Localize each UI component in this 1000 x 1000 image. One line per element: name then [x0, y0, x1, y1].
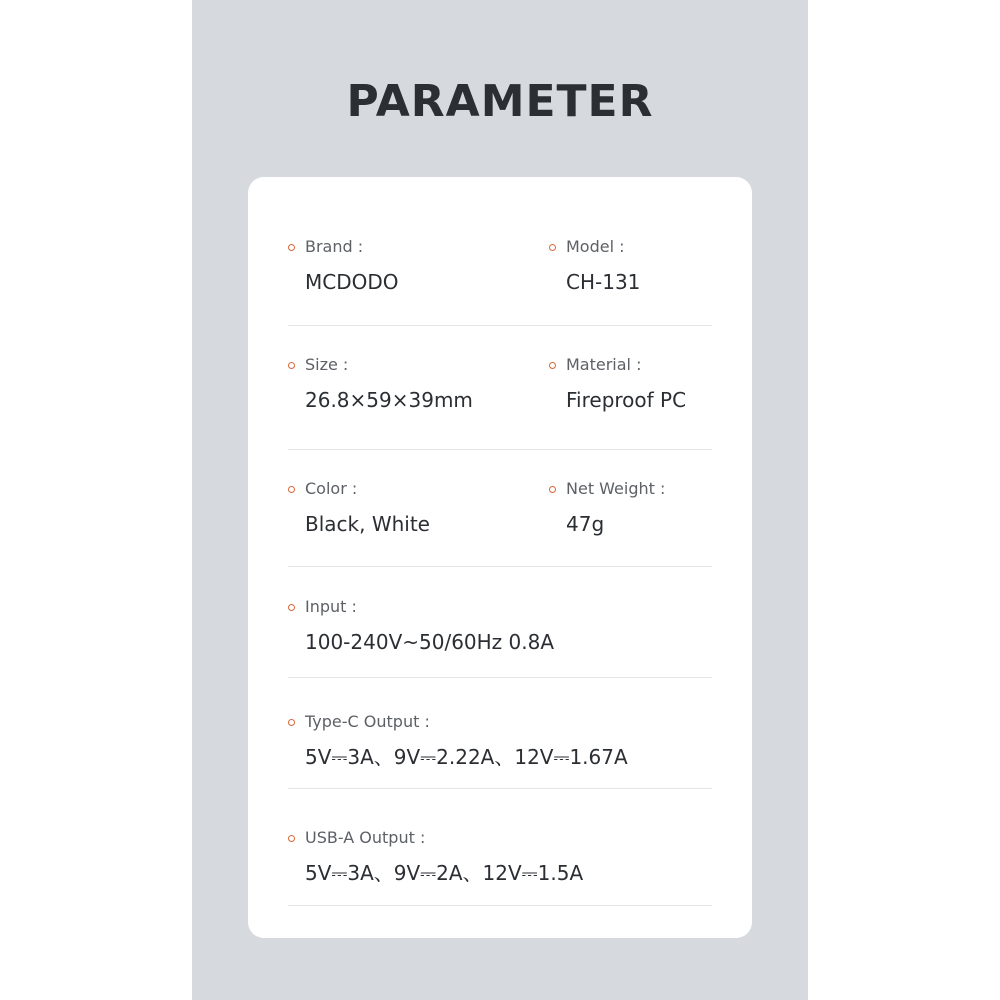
background-panel [192, 0, 808, 1000]
parameter-label: Brand : [305, 237, 364, 256]
parameter-value: Fireproof PC [566, 388, 687, 412]
circle-outline-icon [549, 486, 556, 493]
parameter-value: 5V⎓3A、9V⎓2.22A、12V⎓1.67A [305, 745, 628, 769]
parameter-label: Model : [566, 237, 625, 256]
circle-outline-icon [288, 244, 295, 251]
parameter-row-input [288, 567, 712, 678]
circle-outline-icon [288, 719, 295, 726]
parameter-row-type-c-output [288, 678, 712, 789]
circle-outline-icon [288, 835, 295, 842]
parameter-label: Input : [305, 597, 357, 616]
parameter-value: 47g [566, 512, 605, 536]
circle-outline-icon [288, 604, 295, 611]
parameter-value: 5V⎓3A、9V⎓2A、12V⎓1.5A [305, 861, 584, 885]
circle-outline-icon [288, 362, 295, 369]
parameter-value: CH-131 [566, 270, 641, 294]
parameter-value: 100-240V~50/60Hz 0.8A [305, 630, 555, 654]
parameter-value: Black, White [305, 512, 430, 536]
parameter-row-size-material [288, 326, 712, 450]
parameter-label: Color : [305, 479, 358, 498]
parameter-row-usb-a-output [288, 789, 712, 906]
circle-outline-icon [288, 486, 295, 493]
parameter-row-brand-model [288, 233, 712, 326]
parameter-label: Material : [566, 355, 642, 374]
parameter-label: USB-A Output : [305, 828, 426, 847]
parameter-row-color-weight [288, 450, 712, 567]
parameter-card [248, 177, 752, 938]
parameter-value: 26.8×59×39mm [305, 388, 473, 412]
parameter-label: Net Weight : [566, 479, 666, 498]
parameter-label: Type-C Output : [305, 712, 430, 731]
page-title: PARAMETER [346, 76, 654, 127]
parameter-value: MCDODO [305, 270, 399, 294]
parameter-label: Size : [305, 355, 349, 374]
circle-outline-icon [549, 362, 556, 369]
circle-outline-icon [549, 244, 556, 251]
